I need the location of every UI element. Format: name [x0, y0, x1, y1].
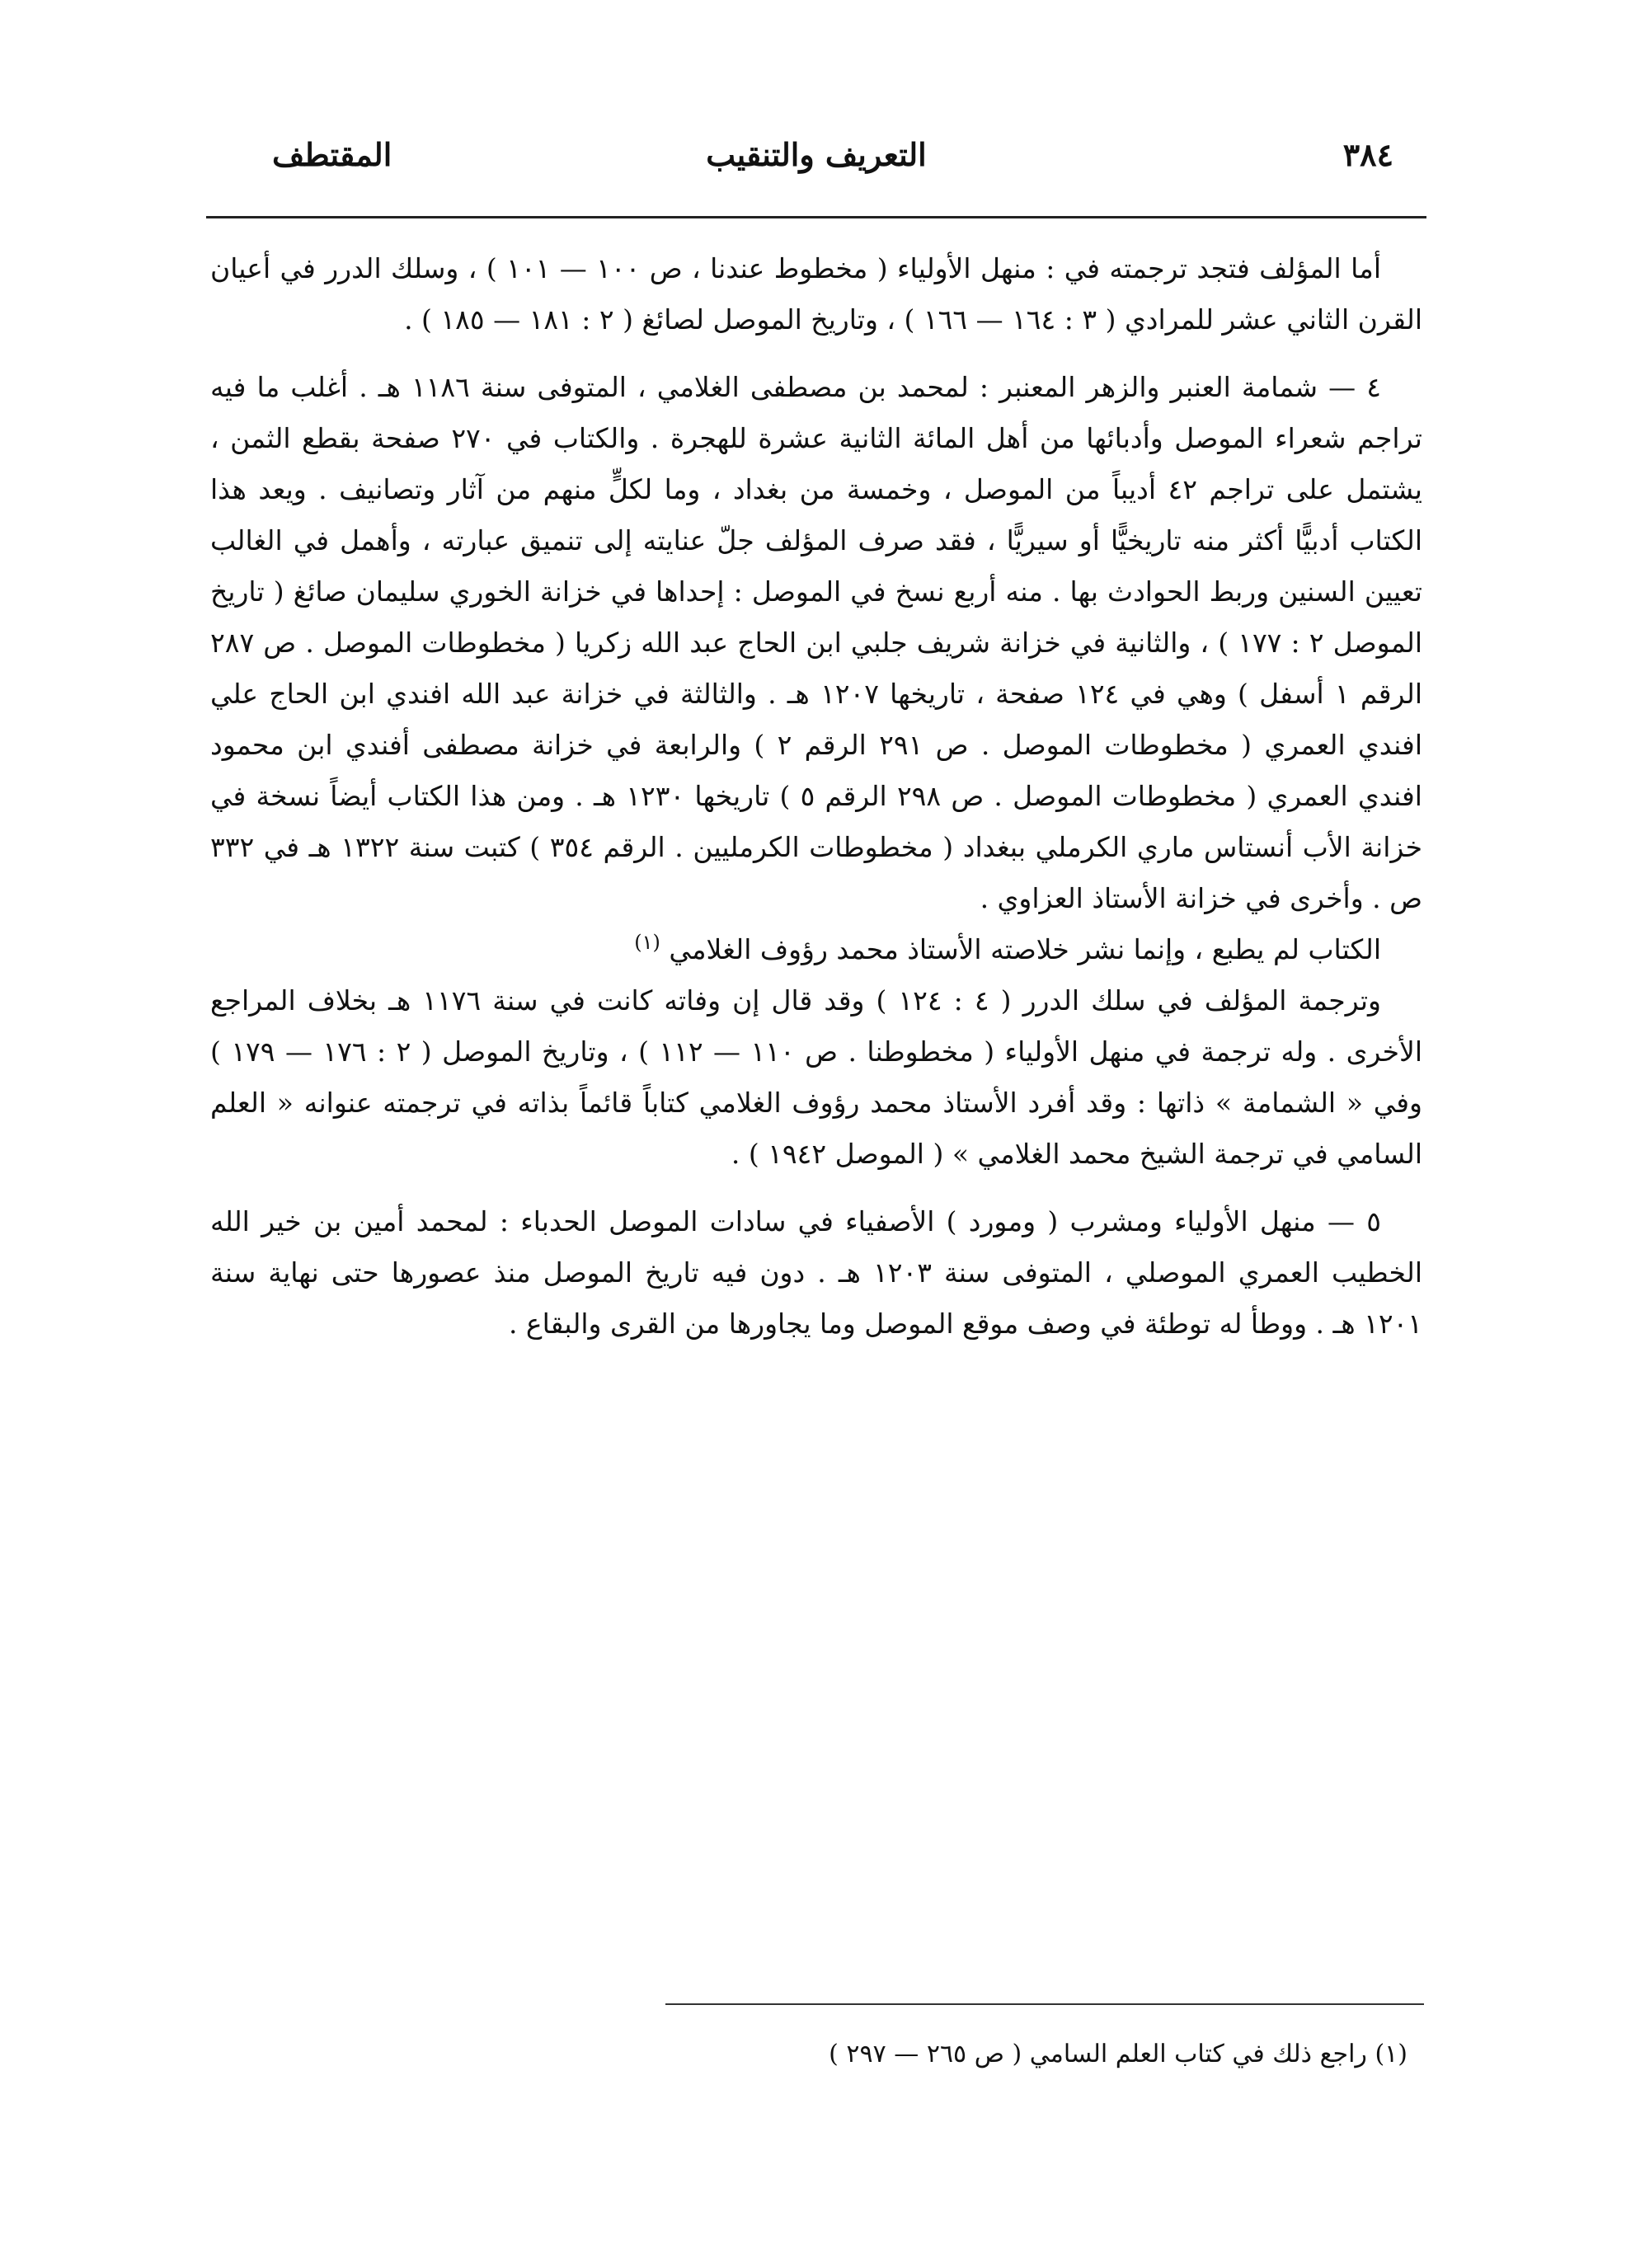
paragraph-author-biography: وترجمة المؤلف في سلك الدرر ( ٤ : ١٢٤ ) وقد قال إن وفاته كانت في سنة ١١٧٦ هـ بخلاف المراجع الأخرى . وله ترجمة في منهل الأولياء ( مخطوطنا . ص ١١٠ — ١١٢ ) ، وتاريخ الموصل ( ٢ : ١٧٦ — ١٧٩ ) وفي « الشمامة » ذاتها : وقد أفرد الأستاذ محمد رؤوف الغلامي كتاباً قائماً بذاته في ترجمته عنوانه « العلم السامي في ترجمة الشيخ محمد الغلامي » ( الموصل ١٩٤٢ ) .: [210, 984, 1423, 1170]
page-number: ٣٨٤: [1342, 136, 1393, 173]
journal-name: المقتطف: [272, 136, 392, 173]
page-header: [206, 136, 1426, 194]
footnote-reference: (١): [634, 931, 660, 954]
footnote-divider: [665, 2003, 1424, 2005]
footnote: (١) راجع ذلك في كتاب العلم السامي ( ص ٢٦٥ — ٢٩٧ ): [829, 2040, 1407, 2068]
paragraph-entry-5: ٥ — منهل الأولياء ومشرب ( ومورد ) الأصفياء في سادات الموصل الحدباء : لمحمد أمين بن خير الله الخطيب العمري الموصلي ، المتوفى سنة ١٢٠٣ هـ . دون فيه تاريخ الموصل منذ عصورها حتى نهاية سنة ١٢٠١ هـ . ووطأ له توطئة في وصف موقع الموصل وما يجاورها من القرى والبقاع .: [210, 1205, 1422, 1340]
paragraph-author-references: أما المؤلف فتجد ترجمته في : منهل الأولياء ( مخطوط عندنا ، ص ١٠٠ — ١٠١ ) ، وسلك الدرر في أعيان القرن الثاني عشر للمرادي ( ٣ : ١٦٤ — ١٦٦ ) ، وتاريخ الموصل لصائغ ( ٢ : ١٨١ — ١٨٥ ) .: [210, 252, 1422, 336]
body-text: [210, 243, 1422, 1350]
publication-note-text: الكتاب لم يطبع ، وإنما نشر خلاصته الأستاذ محمد رؤوف الغلامي: [669, 933, 1381, 965]
running-title: التعريف والتنقيب: [706, 136, 927, 173]
paragraph-publication-note: [210, 924, 1422, 975]
paragraph-entry-4: ٤ — شمامة العنبر والزهر المعنبر : لمحمد بن مصطفى الغلامي ، المتوفى سنة ١١٨٦ هـ . أغلب ما فيه تراجم شعراء الموصل وأدبائها من أهل المائة الثانية عشرة للهجرة . والكتاب في ٢٧٠ صفحة بقطع الثمن ، يشتمل على تراجم ٤٢ أديباً من الموصل ، وخمسة من بغداد ، وما لكلٍّ منهم من آثار وتصانيف . ويعد هذا الكتاب أدبيًّا أكثر منه تاريخيًّا أو سيريًّا ، فقد صرف المؤلف جلّ عنايته إلى تنميق عبارته ، وأهمل في الغالب تعيين السنين وربط الحوادث بها . منه أربع نسخ في الموصل : إحداها في خزانة الخوري سليمان صائغ ( تاريخ الموصل ٢ : ١٧٧ ) ، والثانية في خزانة شريف جلبي ابن الحاج عبد الله زكريا ( مخطوطات الموصل . ص ٢٨٧ الرقم ١ أسفل ) وهي في ١٢٤ صفحة ، تاريخها ١٢٠٧ هـ . والثالثة في خزانة عبد الله افندي ابن الحاج علي افندي العمري ( مخطوطات الموصل . ص ٢٩١ الرقم ٢ ) والرابعة في خزانة مصطفى أفندي ابن محمود افندي العمري ( مخطوطات الموصل . ص ٢٩٨ الرقم ٥ ) تاريخها ١٢٣٠ هـ . ومن هذا الكتاب أيضاً نسخة في خزانة الأب أنستاس ماري الكرملي ببغداد ( مخطوطات الكرمليين . الرقم ٣٥٤ ) كتبت سنة ١٣٢٢ هـ في ٣٣٢ ص . وأخرى في خزانة الأستاذ العزاوي .: [210, 371, 1422, 914]
header-divider: [206, 216, 1426, 218]
